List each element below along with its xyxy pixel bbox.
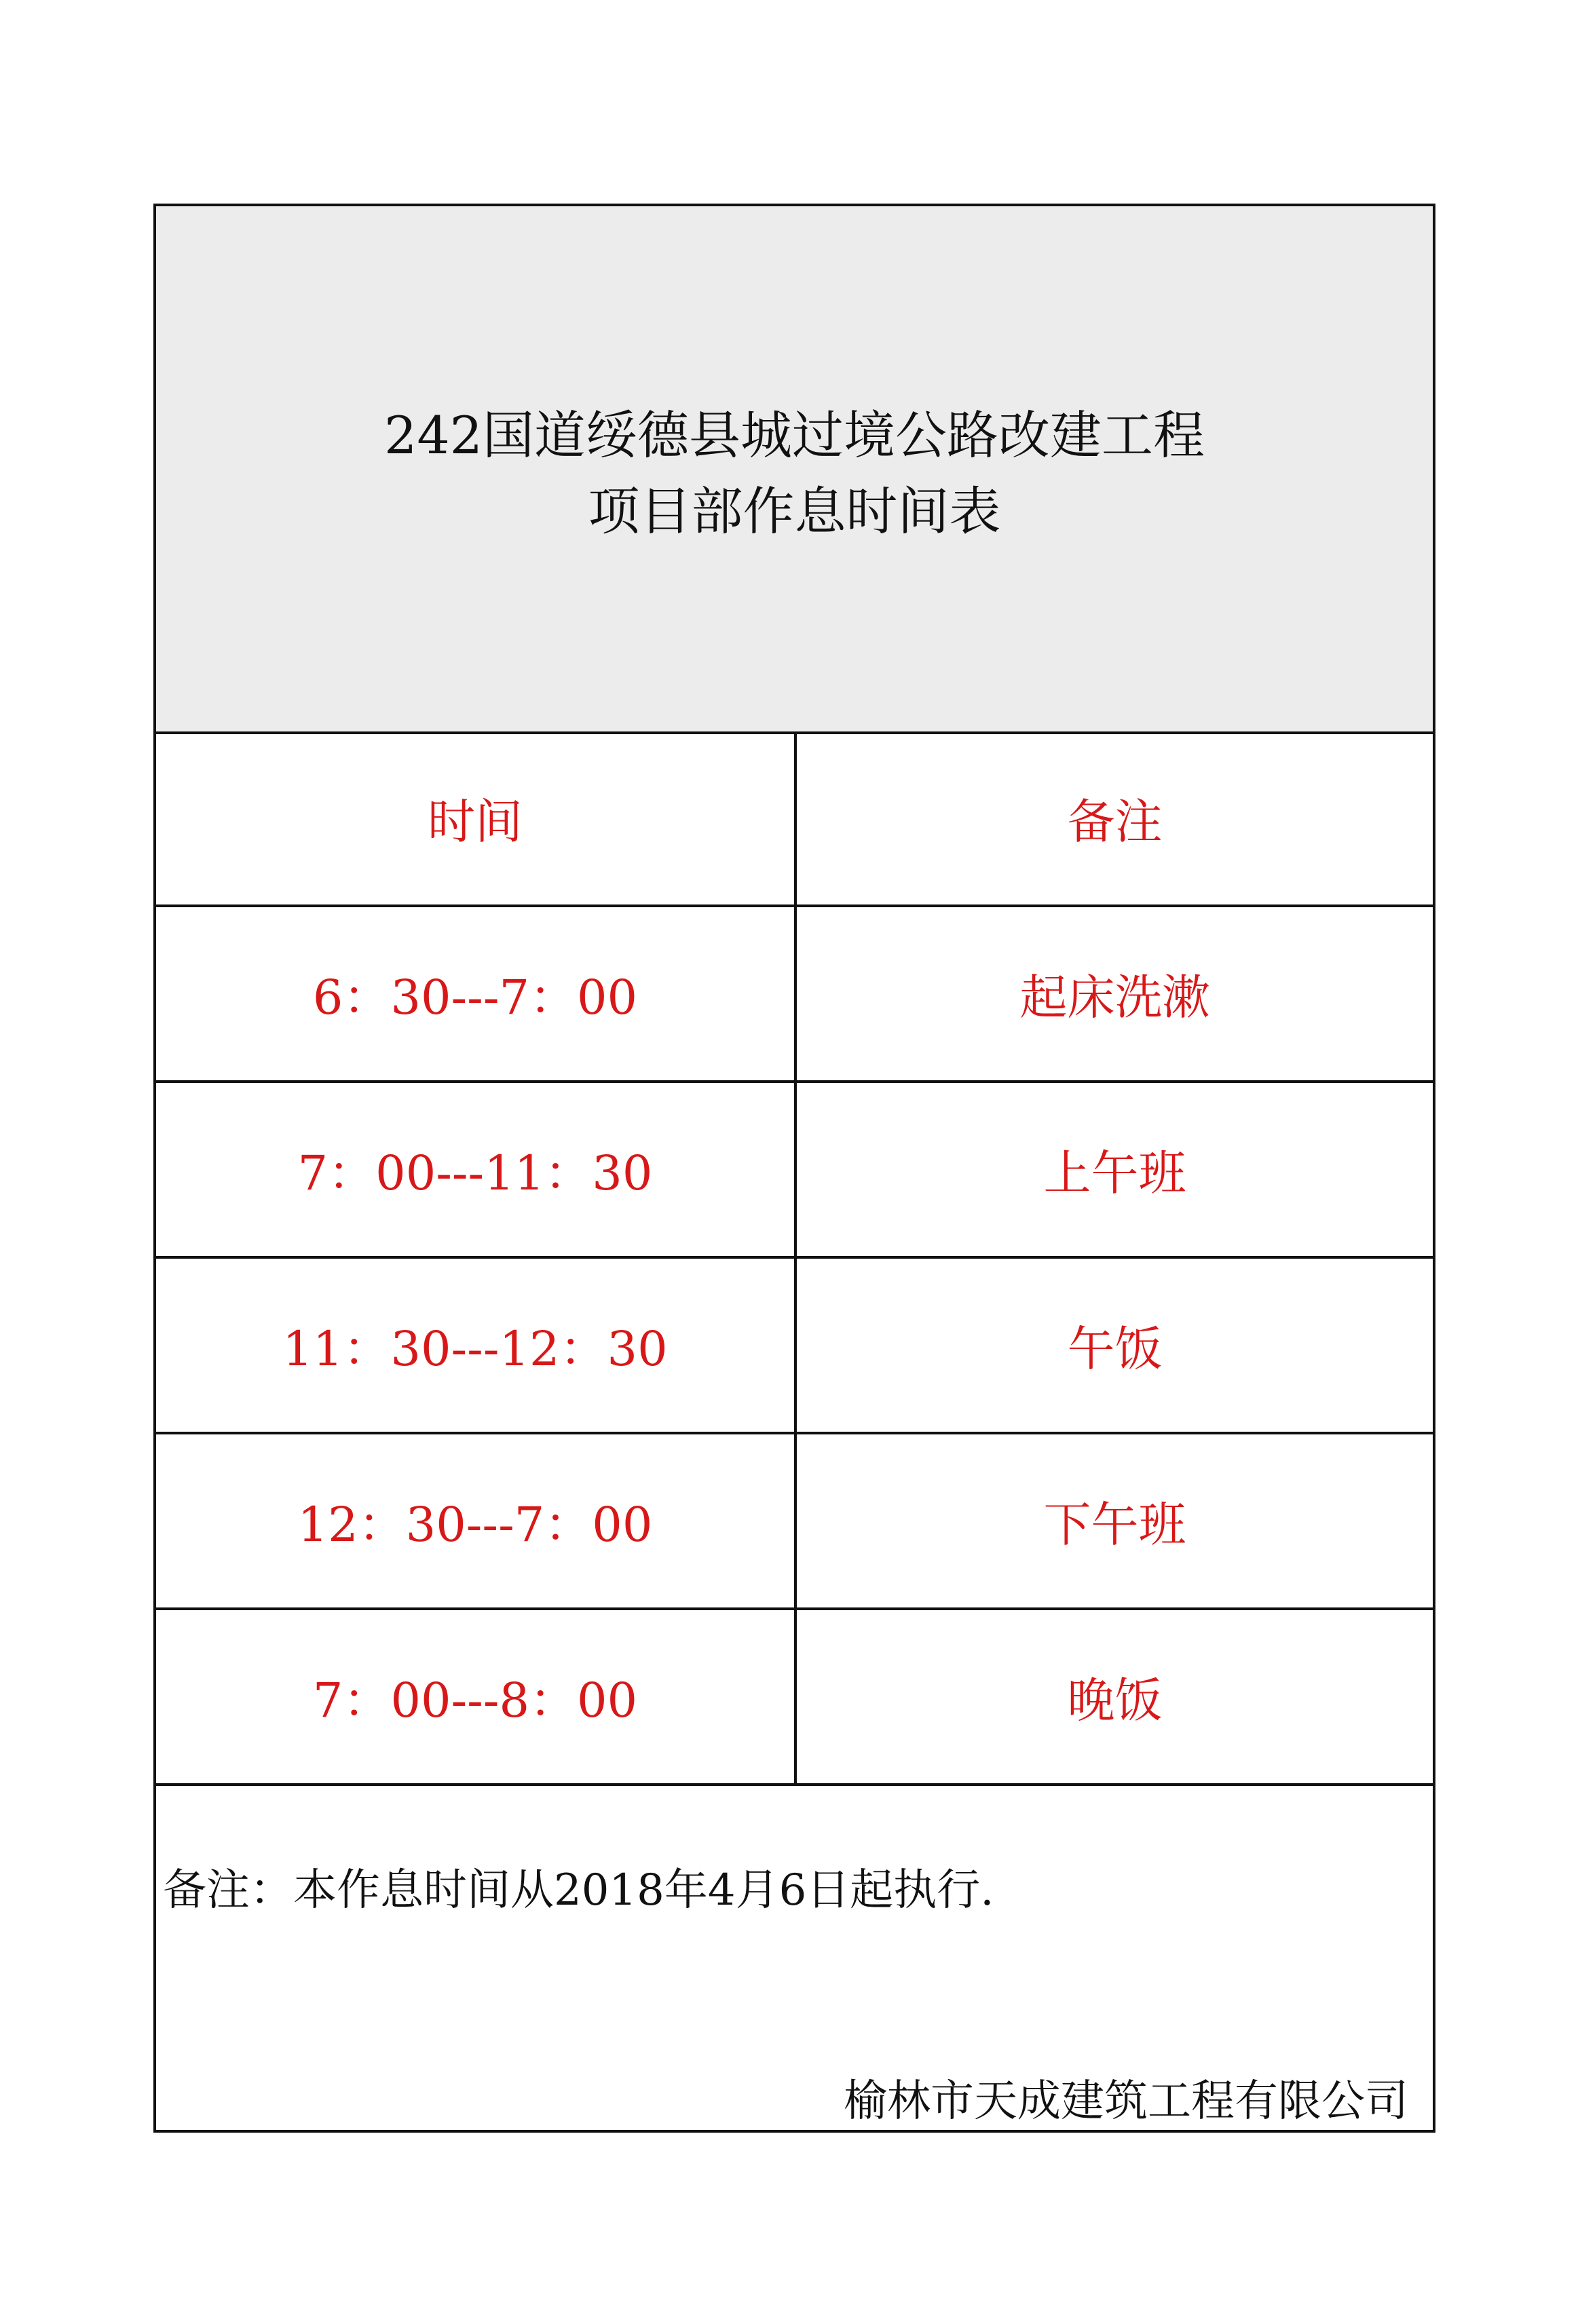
header-time-cell: 时间	[156, 731, 797, 904]
schedule-table	[156, 731, 1433, 1785]
remark-cell: 上午班	[1043, 1145, 1186, 1201]
table-row	[156, 907, 1433, 1083]
footer-block	[156, 1787, 1433, 2130]
effective-date-note: 备注：本作息时间从2018年4月6日起执行.	[163, 1865, 994, 1916]
table-row	[156, 1083, 1433, 1259]
table-row	[156, 1259, 1433, 1434]
company-name: 榆林市天成建筑工程有限公司	[844, 2076, 1408, 2127]
time-cell: 12：30---7：00	[156, 1434, 797, 1607]
remark-cell: 午饭	[1067, 1321, 1163, 1377]
table-row	[156, 1434, 1433, 1610]
title-block	[156, 206, 1433, 734]
document-title-line-1: 242国道绥德县城过境公路改建工程	[383, 405, 1205, 465]
remark-cell: 下午班	[1043, 1497, 1186, 1552]
remark-cell: 起床洗漱	[1019, 970, 1210, 1025]
document-title-line-2: 项目部作息时间表	[588, 481, 1001, 541]
table-row	[156, 1610, 1433, 1786]
time-cell: 7：00---11：30	[156, 1083, 797, 1256]
schedule-sheet	[153, 204, 1435, 2133]
time-cell: 7：00---8：00	[156, 1610, 797, 1783]
time-cell: 11：30---12：30	[156, 1259, 797, 1432]
time-cell: 6：30---7：00	[156, 907, 797, 1080]
table-header-row	[156, 731, 1433, 907]
remark-cell: 晚饭	[1067, 1673, 1163, 1728]
header-remark-cell: 备注	[1067, 794, 1163, 850]
